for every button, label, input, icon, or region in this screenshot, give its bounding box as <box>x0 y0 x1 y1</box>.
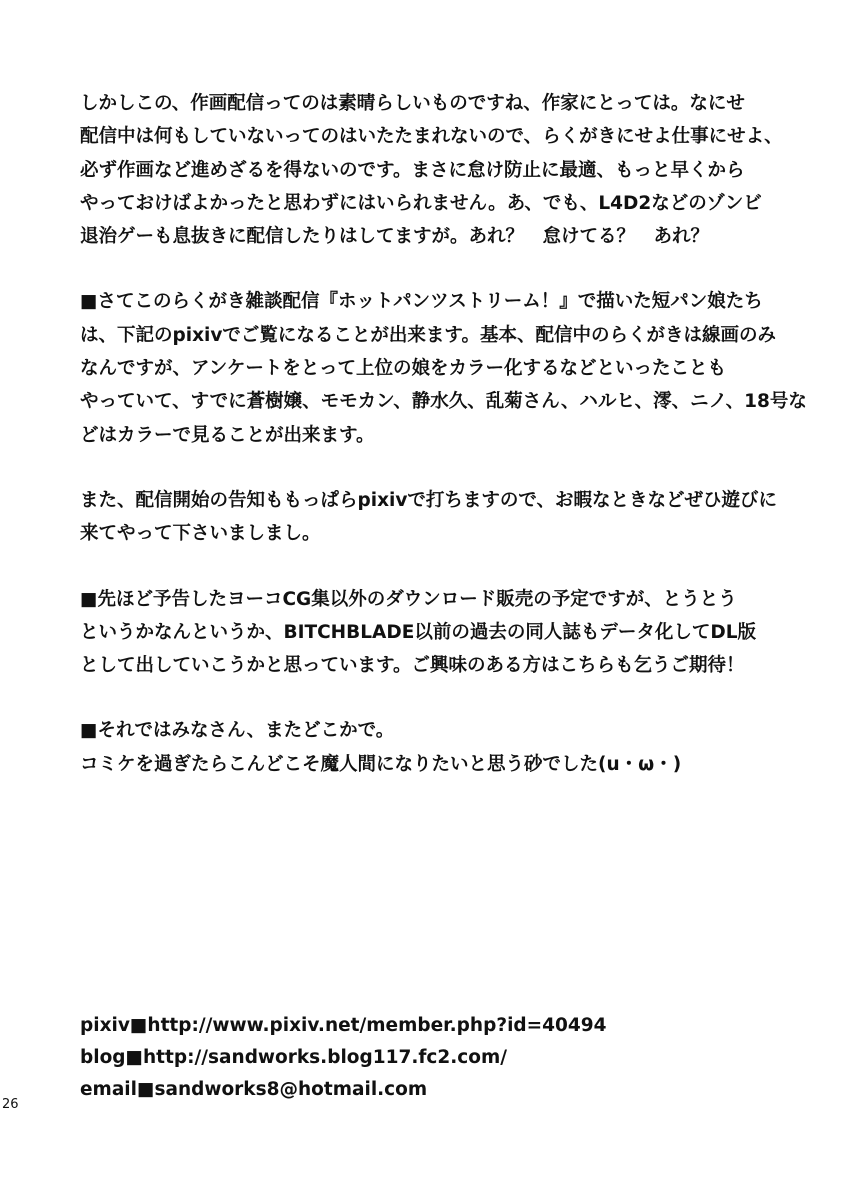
text-line: しかしこの、作画配信ってのは素晴らしいものですね、作家にとっては。なにせ <box>80 93 745 114</box>
text-line: 来てやって下さいましまし。 <box>80 523 321 545</box>
text-line: として出していこうかと思っています。ご興味のある方はこちらも乞うご期待！ <box>80 655 745 677</box>
text-line: は、下記のpixivでご覧になることが出来ます。基本、配信中のらくがきは線画のみ <box>80 324 776 346</box>
text-line: やっていて、すでに蒼樹嬢、モモカン、静水久、乱菊さん、ハルヒ、澪、ニノ、18号な <box>80 391 807 413</box>
paragraph-streaming-intro <box>80 87 820 253</box>
paragraph-stream-notice <box>80 484 820 551</box>
contact-info <box>80 1010 780 1106</box>
text-line: ■それではみなさん、またどこかで。 <box>80 720 395 742</box>
page-number: 26 <box>2 1097 19 1112</box>
text-line: また、配信開始の告知ももっぱらpixivで打ちますので、お暇なときなどぜひ遊びに <box>80 489 778 511</box>
pixiv-link[interactable]: pixiv■http://www.pixiv.net/member.php?id=40494 <box>80 1015 607 1036</box>
body-text <box>80 87 820 813</box>
email-link[interactable]: email■sandworks8@hotmail.com <box>80 1079 428 1100</box>
text-line: なんですが、アンケートをとって上位の娘をカラー化するなどといったことも <box>80 358 727 380</box>
paragraph-closing <box>80 714 820 781</box>
text-line: やっておけばよかったと思わずにはいられません。あ、でも、L4D2などのゾンビ <box>80 192 762 214</box>
paragraph-hotpants-stream <box>80 285 820 451</box>
text-line: というかなんというか、BITCHBLADE以前の過去の同人誌もデータ化してDL版 <box>80 621 757 643</box>
paragraph-download-sales <box>80 583 820 683</box>
blog-link[interactable]: blog■http://sandworks.blog117.fc2.com/ <box>80 1047 508 1068</box>
text-line: コミケを過ぎたらこんどこそ魔人間になりたいと思う砂でした(u・ω・) <box>80 753 682 775</box>
text-line: ■先ほど予告したヨーコCG集以外のダウンロード販売の予定ですが、とうとう <box>80 588 737 610</box>
text-line: どはカラーで見ることが出来ます。 <box>80 424 375 446</box>
text-line: 必ず作画など進めざるを得ないのです。まさに怠け防止に最適、もっと早くから <box>80 159 745 181</box>
text-line: 配信中は何もしていないってのはいたたまれないので、らくがきにせよ仕事にせよ、 <box>80 126 783 148</box>
text-line: 退治ゲーも息抜きに配信したりはしてますが。あれ？ 怠けてる？ あれ？ <box>80 226 710 248</box>
text-line: ■さてこのらくがき雑談配信『ホットパンツストリーム！』で描いた短パン娘たち <box>80 291 763 313</box>
